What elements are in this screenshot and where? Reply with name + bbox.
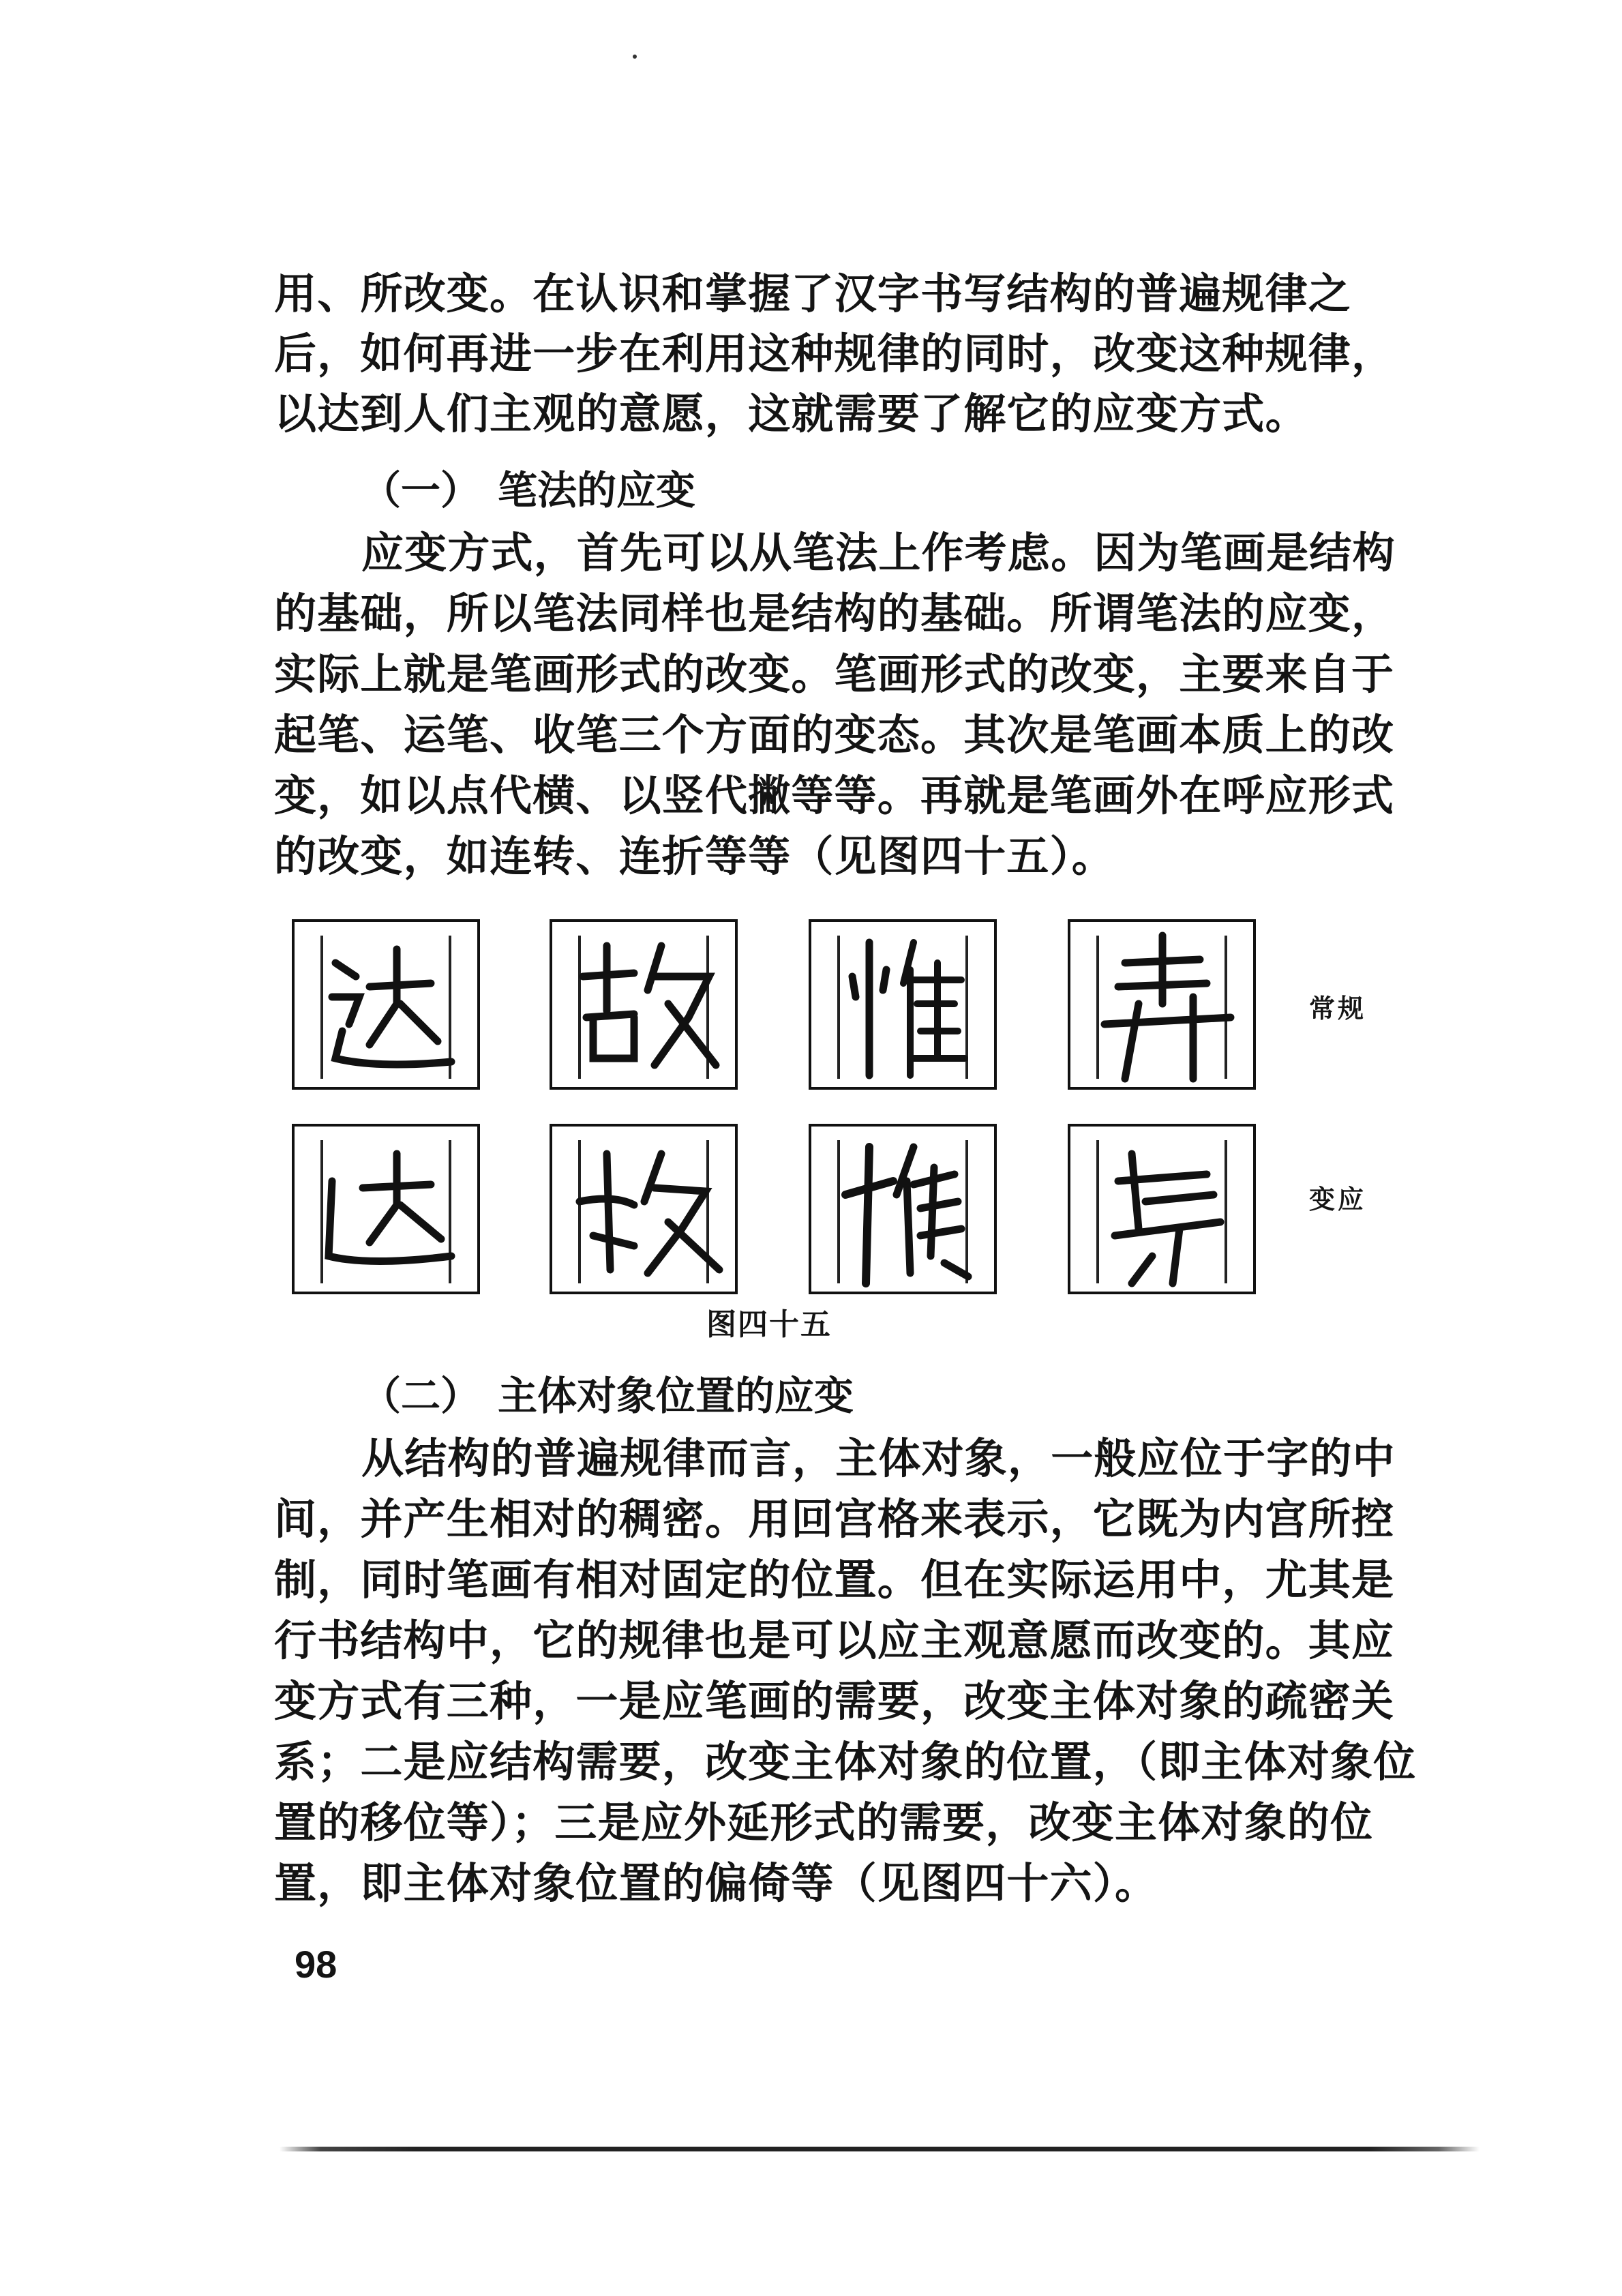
page-number: 98: [295, 1943, 337, 1986]
figure-row-variant: [286, 1124, 1445, 1308]
calligraphy-glyph-5: [292, 1124, 480, 1294]
calligraphy-glyph-1: [292, 919, 480, 1090]
calligraphy-glyph-7: [809, 1124, 997, 1294]
text-line: 置，即主体对象位置的偏倚等（见图四十六）。: [274, 1858, 1158, 1908]
text-line: 置的移位等）；三是应外延形式的需要，改变主体对象的位: [274, 1798, 1374, 1847]
row-label-regular: 常规: [1309, 993, 1367, 1024]
section-heading-2: [274, 1375, 1433, 1417]
calligraphy-glyph-8: [1068, 1124, 1256, 1294]
section2-paragraph: [274, 1433, 1433, 1908]
text-line: 起笔、运笔、收笔三个方面的变态。其次是笔画本质上的改: [274, 710, 1395, 760]
row-label-variant: 变应: [1309, 1184, 1367, 1214]
text-line: 以达到人们主观的意愿，这就需要了解它的应变方式。: [274, 389, 1308, 438]
text-line: 的改变，如连转、连折等等（见图四十五）。: [274, 831, 1115, 881]
section-title: 主体对象位置的应变: [498, 1373, 854, 1419]
text-line: 变，如以点代横、以竖代撇等等。再就是笔画外在呼应形式: [274, 771, 1395, 820]
bottom-rule: [280, 2147, 1480, 2151]
text-line: 实际上就是笔画形式的改变。笔画形式的改变，主要来自于: [274, 649, 1395, 699]
text-line: 后，如何再进一步在利用这种规律的同时，改变这种规律，: [274, 329, 1395, 378]
calligraphy-glyph-4: [1068, 919, 1256, 1090]
intro-paragraph: [274, 269, 1433, 438]
calligraphy-glyph-3: [809, 919, 997, 1090]
text-line: 间，并产生相对的稠密。用回宫格来表示，它既为内宫所控: [274, 1494, 1395, 1544]
section-number: （一）: [361, 467, 481, 513]
section-title: 笔法的应变: [498, 467, 696, 513]
text-line: 行书结构中，它的规律也是可以应主观意愿而改变的。其应: [274, 1615, 1395, 1665]
text-line: 应变方式，首先可以从笔法上作考虑。因为笔画是结构: [361, 528, 1396, 578]
calligraphy-glyph-6: [550, 1124, 738, 1294]
text-line: 用、所改变。在认识和掌握了汉字书写结构的普遍规律之: [274, 269, 1352, 318]
text-line: 的基础，所以笔法同样也是结构的基础。所谓笔法的应变，: [274, 588, 1395, 638]
text-line: 系；二是应结构需要，改变主体对象的位置，（即主体对象位: [274, 1737, 1417, 1787]
text-line: 制，同时笔画有相对固定的位置。但在实际运用中，尤其是: [274, 1555, 1395, 1605]
figure-row-regular: [286, 919, 1445, 1103]
text-line: 变方式有三种，一是应笔画的需要，改变主体对象的疏密关: [274, 1676, 1395, 1726]
figure-45: [286, 908, 1445, 1331]
scan-speck: [633, 55, 637, 59]
section1-paragraph: [274, 528, 1433, 881]
section-heading-1: [274, 469, 1433, 511]
text-line: 从结构的普遍规律而言，主体对象，一般应位于字的中: [361, 1433, 1396, 1483]
section-number: （二）: [361, 1373, 481, 1419]
figure-caption: 图四十五: [706, 1307, 832, 1342]
calligraphy-glyph-2: [550, 919, 738, 1090]
